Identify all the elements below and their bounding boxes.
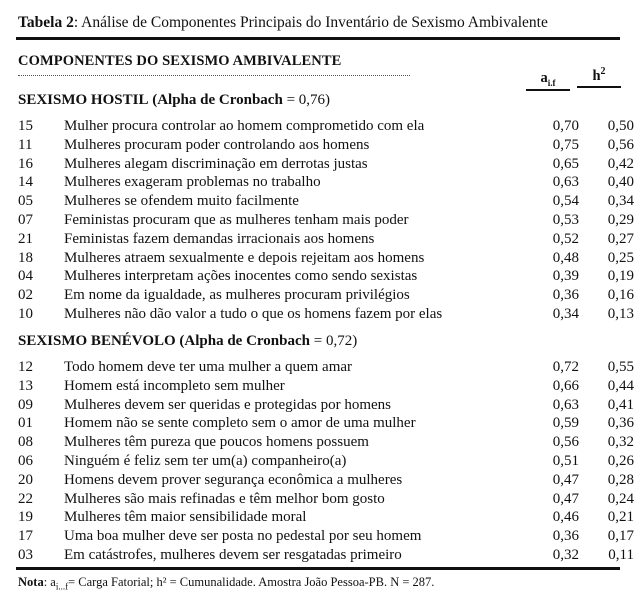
item-communality: 0,56 bbox=[607, 136, 634, 153]
table-row bbox=[18, 415, 634, 433]
item-loading: 0,47 bbox=[552, 490, 579, 507]
item-text: Uma boa mulher deve ser posta no pedestal por seu homem bbox=[64, 528, 422, 545]
item-communality: 0,29 bbox=[607, 212, 634, 228]
col-communality-symbol: h bbox=[592, 67, 601, 84]
item-communality: 0,27 bbox=[607, 230, 634, 247]
item-communality: 0,25 bbox=[607, 249, 634, 266]
section-benevolo-alpha-value: = 0,72) bbox=[310, 333, 358, 349]
item-number: 17 bbox=[18, 528, 33, 545]
item-communality: 0,26 bbox=[607, 453, 634, 469]
header-dotted-rule bbox=[18, 75, 410, 76]
item-number: 03 bbox=[18, 547, 33, 563]
item-loading: 0,53 bbox=[552, 212, 579, 228]
item-communality: 0,24 bbox=[607, 490, 634, 507]
item-communality: 0,28 bbox=[607, 471, 634, 488]
item-loading: 0,70 bbox=[552, 118, 579, 134]
item-number: 18 bbox=[18, 249, 33, 266]
table-row bbox=[18, 547, 634, 565]
table-note bbox=[18, 575, 434, 592]
item-number: 05 bbox=[18, 193, 33, 210]
components-header: COMPONENTES DO SEXISMO AMBIVALENTE bbox=[18, 53, 342, 69]
item-text: Mulheres alegam discriminação em derrotas justas bbox=[64, 155, 368, 172]
item-text: Em nome da igualdade, as mulheres procuram privilégios bbox=[64, 287, 410, 304]
table-row bbox=[18, 287, 634, 305]
item-loading: 0,36 bbox=[552, 528, 579, 545]
item-text: Mulheres atraem sexualmente e depois rejeitam aos homens bbox=[64, 249, 425, 266]
item-loading: 0,65 bbox=[552, 155, 579, 172]
table-row bbox=[18, 230, 634, 249]
table-row bbox=[18, 306, 634, 324]
item-loading: 0,63 bbox=[552, 174, 579, 191]
note-label: Nota bbox=[18, 575, 44, 589]
item-text: Homem não se sente completo sem o amor de uma mulher bbox=[64, 415, 416, 432]
table-row bbox=[18, 359, 634, 377]
table-row bbox=[18, 509, 634, 527]
table-title bbox=[18, 14, 548, 32]
item-communality: 0,50 bbox=[607, 118, 634, 134]
item-number: 06 bbox=[18, 453, 33, 469]
item-loading: 0,39 bbox=[552, 268, 579, 285]
item-text: Homens devem prover segurança econômica a mulheres bbox=[64, 471, 403, 488]
item-text: Feministas procuram que as mulheres tenham mais poder bbox=[64, 212, 409, 228]
table-row bbox=[18, 193, 634, 211]
item-communality: 0,19 bbox=[607, 268, 634, 285]
item-communality: 0,32 bbox=[607, 434, 634, 451]
item-loading: 0,75 bbox=[552, 136, 579, 153]
table-row bbox=[18, 155, 634, 174]
bottom-rule bbox=[16, 567, 620, 570]
item-number: 04 bbox=[18, 268, 33, 285]
item-number: 01 bbox=[18, 415, 33, 432]
item-communality: 0,40 bbox=[607, 174, 634, 191]
item-number: 21 bbox=[18, 230, 33, 247]
item-text: Mulheres se ofendem muito facilmente bbox=[64, 193, 299, 210]
item-communality: 0,16 bbox=[607, 287, 634, 304]
item-text: Mulheres interpretam ações inocentes como sendo sexistas bbox=[64, 268, 418, 285]
item-number: 16 bbox=[18, 155, 33, 172]
item-communality: 0,17 bbox=[607, 528, 634, 545]
item-loading: 0,47 bbox=[552, 471, 579, 488]
item-loading: 0,56 bbox=[552, 434, 579, 451]
section-benevolo-alpha-label: (Alpha de Cronbach bbox=[179, 333, 310, 349]
item-communality: 0,55 bbox=[607, 359, 634, 375]
item-loading: 0,46 bbox=[552, 509, 579, 526]
table-row bbox=[18, 434, 634, 452]
table-row bbox=[18, 249, 634, 268]
table-row bbox=[18, 136, 634, 155]
item-text: Mulheres são mais refinadas e têm melhor bom gosto bbox=[64, 490, 385, 507]
table-row bbox=[18, 490, 634, 509]
item-number: 10 bbox=[18, 306, 33, 322]
item-number: 19 bbox=[18, 509, 33, 526]
item-communality: 0,41 bbox=[607, 396, 634, 413]
item-text: Feministas fazem demandas irracionais aos homens bbox=[64, 230, 375, 247]
item-number: 07 bbox=[18, 212, 33, 228]
note-pre: : a bbox=[43, 575, 56, 589]
top-rule bbox=[16, 37, 620, 40]
table-row bbox=[18, 528, 634, 546]
item-text: Mulheres exageram problemas no trabalho bbox=[64, 174, 321, 191]
item-loading: 0,51 bbox=[552, 453, 579, 469]
col-communality-header bbox=[577, 66, 621, 88]
item-text: Mulheres devem ser queridas e protegidas por homens bbox=[64, 396, 391, 413]
section-benevolo-title: SEXISMO BENÉVOLO bbox=[18, 333, 176, 349]
item-number: 14 bbox=[18, 174, 33, 191]
item-text: Mulheres não dão valor a tudo o que os homens fazem por elas bbox=[64, 306, 443, 322]
item-loading: 0,34 bbox=[552, 306, 579, 322]
item-number: 12 bbox=[18, 359, 33, 375]
item-text: Homem está incompleto sem mulher bbox=[64, 377, 285, 394]
col-communality-superscript: 2 bbox=[600, 66, 606, 77]
section-hostil-alpha-value: = 0,76) bbox=[282, 92, 331, 108]
item-number: 22 bbox=[18, 490, 33, 507]
item-communality: 0,13 bbox=[607, 306, 634, 322]
item-number: 08 bbox=[18, 434, 33, 451]
section-hostil-heading bbox=[18, 92, 330, 109]
section-hostil-alpha-label: (Alpha de Cronbach bbox=[152, 92, 283, 108]
item-loading: 0,63 bbox=[552, 396, 579, 413]
item-loading: 0,52 bbox=[552, 230, 579, 247]
item-number: 15 bbox=[18, 118, 33, 134]
item-number: 13 bbox=[18, 377, 33, 394]
section-hostil-title: SEXISMO HOSTIL bbox=[18, 92, 149, 108]
item-loading: 0,48 bbox=[552, 249, 579, 266]
col-loading-symbol: a bbox=[540, 70, 548, 86]
item-loading: 0,54 bbox=[552, 193, 579, 210]
item-text: Ninguém é feliz sem ter um(a) companheiro(a) bbox=[64, 453, 347, 469]
item-number: 11 bbox=[18, 136, 33, 153]
item-text: Todo homem deve ter uma mulher a quem amar bbox=[64, 359, 353, 375]
table-label: Tabela 2 bbox=[18, 14, 74, 31]
item-text: Mulheres têm pureza que poucos homens possuem bbox=[64, 434, 369, 451]
table-row bbox=[18, 118, 634, 136]
col-loading-header bbox=[526, 70, 570, 91]
item-number: 09 bbox=[18, 396, 33, 413]
note-subscript: i...f bbox=[55, 581, 69, 592]
table-row bbox=[18, 377, 634, 396]
section-benevolo-heading bbox=[18, 333, 357, 350]
table-row bbox=[18, 471, 634, 490]
col-loading-subscript: i.f bbox=[547, 77, 556, 88]
table-caption: : Análise de Componentes Principais do Inventário de Sexismo Ambivalente bbox=[73, 14, 548, 31]
item-number: 02 bbox=[18, 287, 33, 304]
item-text: Mulheres procuram poder controlando aos homens bbox=[64, 136, 370, 153]
item-loading: 0,36 bbox=[552, 287, 579, 304]
item-communality: 0,34 bbox=[607, 193, 634, 210]
table-row bbox=[18, 453, 634, 471]
note-rest: = Carga Fatorial; h² = Cumunalidade. Amostra João Pessoa-PB. N = 287. bbox=[68, 575, 435, 589]
item-loading: 0,59 bbox=[552, 415, 579, 432]
item-communality: 0,36 bbox=[607, 415, 634, 432]
item-communality: 0,42 bbox=[607, 155, 634, 172]
item-text: Mulheres têm maior sensibilidade moral bbox=[64, 509, 307, 526]
item-loading: 0,32 bbox=[552, 547, 579, 563]
item-communality: 0,21 bbox=[607, 509, 634, 526]
item-loading: 0,66 bbox=[552, 377, 579, 394]
table-row bbox=[18, 396, 634, 415]
item-loading: 0,72 bbox=[552, 359, 579, 375]
item-text: Em catástrofes, mulheres devem ser resgatadas primeiro bbox=[64, 547, 402, 563]
item-text: Mulher procura controlar ao homem comprometido com ela bbox=[64, 118, 425, 134]
item-communality: 0,11 bbox=[608, 547, 634, 563]
table-row bbox=[18, 174, 634, 192]
table-row bbox=[18, 268, 634, 286]
item-communality: 0,44 bbox=[607, 377, 634, 394]
table-row bbox=[18, 212, 634, 230]
item-number: 20 bbox=[18, 471, 33, 488]
